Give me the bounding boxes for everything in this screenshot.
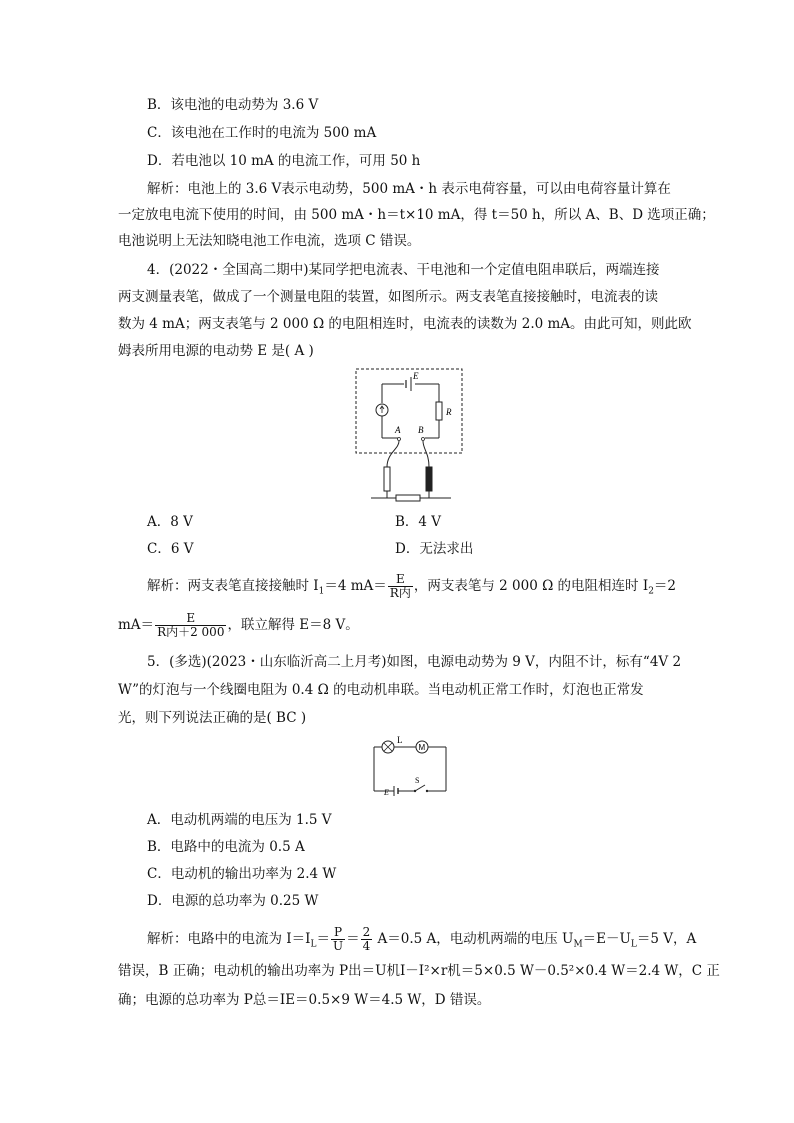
label-e: E — [384, 788, 389, 797]
q5-stem-line1: 5．(多选)(2023・山东临沂高二上月考)如图，电源电动势为 9 V，内阻不计，标有“4V 2 — [147, 654, 682, 670]
resistor-icon — [436, 402, 442, 420]
q4-option-c: C．6 V — [147, 541, 194, 557]
label-l: L — [397, 735, 403, 745]
q3-option-c: C．该电池在工作时的电流为 500 mA — [147, 125, 377, 141]
fraction-e-over-r: $\frac{E}{\text{R内}}$ — [389, 572, 411, 600]
q4-analysis-line2 — [118, 612, 359, 639]
label-m: M — [418, 743, 426, 752]
q4-stem-line4: 姆表所用电源的电动势 E 是( A ) — [118, 343, 314, 359]
q5-stem-line3: 光，则下列说法正确的是( BC ) — [118, 710, 307, 726]
subscript: M — [573, 939, 583, 950]
q4-option-b: B．4 V — [395, 514, 442, 530]
q4-stem-line1: 4．(2022・全国高二期中)某同学把电流表、干电池和一个定值电阻串联后，两端连接 — [147, 262, 660, 278]
q5-analysis-text-d: A＝0.5 A，电动机两端的电压 U — [373, 931, 574, 947]
q4-analysis-line1 — [147, 573, 676, 605]
q4-option-a: A．8 V — [147, 514, 193, 530]
test-resistor-icon — [396, 495, 420, 501]
q4-stem-line2: 两支测量表笔，做成了一个测量电阻的装置，如图所示。两支表笔直接接触时，电流表的读 — [118, 289, 658, 305]
q4-analysis-text-b: ＝4 mA＝ — [324, 578, 387, 594]
label-r: R — [446, 407, 452, 417]
q5-analysis-line1 — [147, 926, 696, 958]
subscript: L — [630, 939, 637, 950]
q4-analysis-text-e: mA＝ — [118, 617, 155, 633]
fraction-e-over-r-plus: $\frac{E}{\text{R内＋2 000}}$ — [157, 611, 225, 639]
probe-b-icon — [426, 467, 432, 491]
q5-option-b: B．电路中的电流为 0.5 A — [147, 839, 305, 855]
q4-analysis-text-a: 解析：两支表笔直接接触时 I — [147, 578, 319, 594]
q4-stem-line3: 数为 4 mA；两支表笔与 2 000 Ω 的电阻相连时，电流表的读数为 2.0 mA。由此可知，则此欧 — [118, 316, 692, 332]
q5-analysis-text-b: ＝ — [316, 931, 330, 947]
probe-a-icon — [384, 467, 390, 491]
q5-analysis-text-c: ＝ — [346, 931, 360, 947]
fraction-2-over-4: $\frac{2}{4}$ — [362, 925, 371, 953]
q5-option-c: C．电动机的输出功率为 2.4 W — [147, 866, 337, 882]
q5-analysis-text-a: 解析：电路中的电流为 I＝I — [147, 931, 311, 947]
q4-analysis-text-d: ＝2 — [653, 578, 677, 594]
q5-stem-line2: W”的灯泡与一个线圈电阻为 0.4 Ω 的电动机串联。当电动机正常工作时，灯泡也正常发 — [118, 682, 644, 698]
q4-analysis-text-c: ，两支表笔与 2 000 Ω 的电阻相连时 I — [413, 578, 649, 594]
label-b: B — [418, 425, 424, 435]
q3-analysis-line1: 解析：电池上的 3.6 V表示电动势，500 mA・h 表示电荷容量，可以由电荷容量计算在 — [147, 181, 671, 197]
q3-analysis-line2: 一定放电电流下使用的时间，由 500 mA・h＝t×10 mA，得 t＝50 h，所以 A、B、D 选项正确； — [118, 207, 715, 223]
q5-analysis-text-f: ＝5 V，A — [636, 931, 697, 947]
switch-icon — [415, 785, 425, 791]
q5-analysis-line2: 错误，B 正确；电动机的输出功率为 P出＝U机I－I²×r机＝5×0.5 W－0.5²×0.4 W＝2.4 W，C 正 — [118, 963, 720, 979]
q3-analysis-line3: 电池说明上无法知晓电池工作电流，选项 C 错误。 — [118, 233, 421, 249]
subscript: L — [310, 939, 317, 950]
label-s: S — [415, 776, 420, 785]
q4-option-d: D．无法求出 — [395, 541, 474, 557]
fraction-p-over-u: $\frac{P}{U}$ — [332, 925, 344, 953]
label-e: E — [413, 371, 419, 381]
q3-option-d: D．若电池以 10 mA 的电流工作，可用 50 h — [147, 153, 421, 169]
subscript: 1 — [318, 586, 325, 597]
label-a: A — [395, 425, 401, 435]
q4-analysis-text-f: ，联立解得 E＝8 V。 — [227, 617, 359, 633]
q5-analysis-text-e: ＝E－U — [582, 931, 631, 947]
q5-option-a: A．电动机两端的电压为 1.5 V — [147, 812, 332, 828]
motor-circuit-diagram — [370, 735, 450, 801]
q3-option-b: B．该电池的电动势为 3.6 V — [147, 97, 319, 113]
subscript: 2 — [648, 586, 654, 597]
ohmmeter-circuit-diagram — [355, 367, 467, 505]
q5-option-d: D．电源的总功率为 0.25 W — [147, 893, 319, 909]
q5-analysis-line3: 确；电源的总功率为 P总＝IE＝0.5×9 W＝4.5 W，D 错误。 — [118, 992, 491, 1008]
